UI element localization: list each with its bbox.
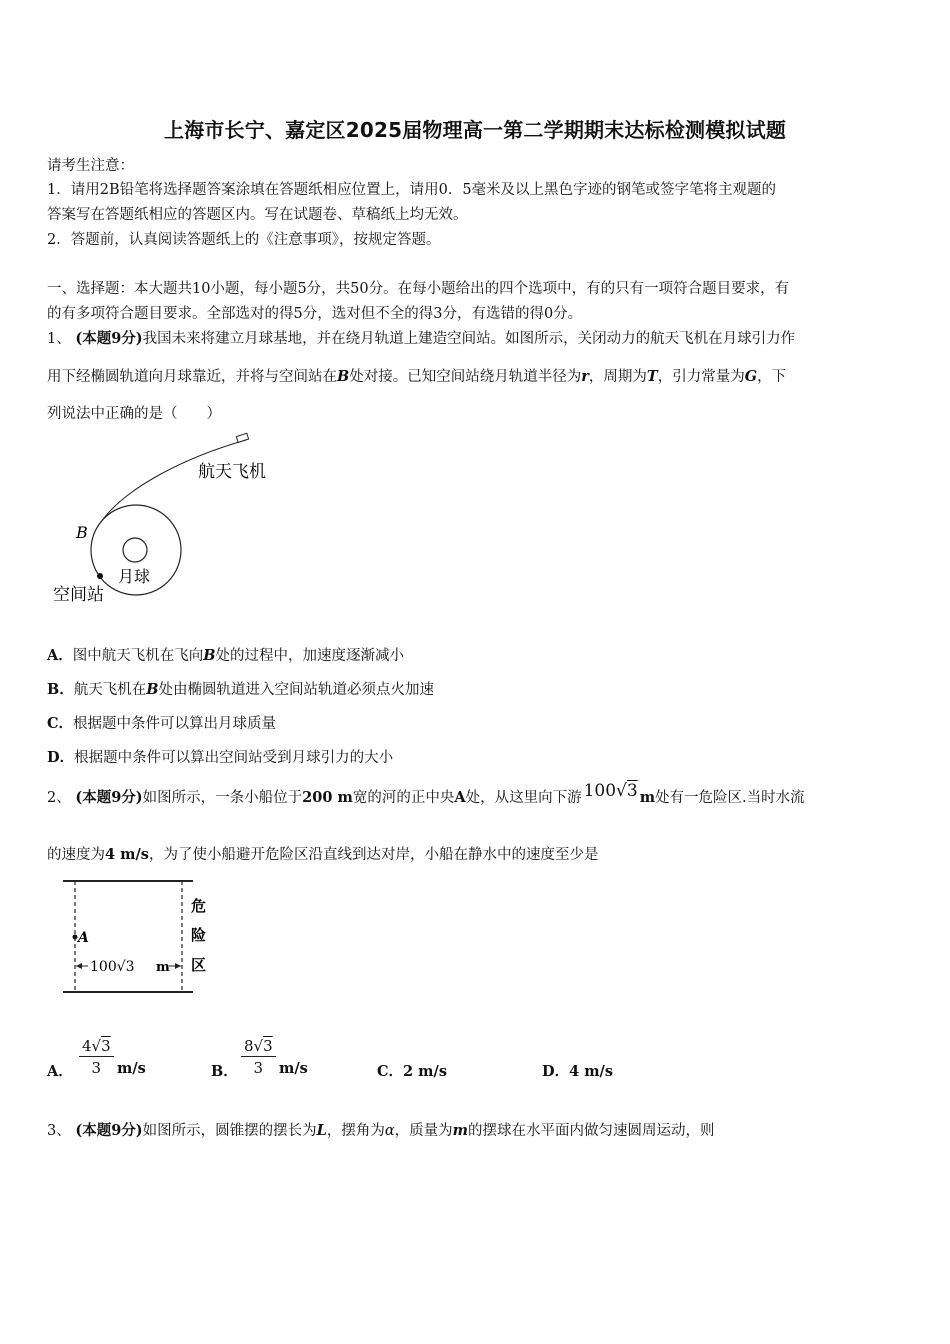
q2-option-b-rad: 3 (263, 1037, 273, 1055)
section-intro-2: 的有多项符合题目要求。全部选对的得5分，选对但不全的得3分，有选错的得0分。 (47, 306, 583, 322)
q1-option-d-label: D． (47, 749, 75, 766)
moon-circle (123, 538, 147, 562)
notice-item-1a: 1．请用2B铅笔将选择题答案涂填在答题纸相应位置上，请用0．5毫米及以上黑色字迹的钢笔或签字笔将主观题的 (47, 182, 777, 198)
q2-option-b-den: 3 (253, 1059, 264, 1077)
label-danger-1: 危 (191, 897, 207, 915)
q2-option-a-unit: m/s (117, 1060, 146, 1077)
q2-option-a-fraction: $\frac{4√3}{3}$ (79, 1036, 114, 1079)
q2-line-2 (47, 843, 598, 864)
q2-number: 2、 (47, 790, 71, 806)
section-intro-1: 一、选择题：本大题共10小题，每小题5分，共50分。在每小题给出的四个选项中，有的只有一项符合题目要求，有 (47, 281, 790, 297)
q2-option-c (377, 1060, 447, 1081)
q1-option-c-label: C． (47, 715, 74, 732)
label-unit: m (156, 960, 170, 975)
station-dot-icon (97, 573, 103, 579)
q2-option-b-unit: m/s (279, 1060, 308, 1077)
q2-text-a3: 处，从这里向下游 (465, 790, 582, 806)
q2-unit: m (639, 789, 656, 806)
notice-heading: 请考生注意： (47, 158, 134, 174)
q1-option-a-var: B (203, 647, 216, 664)
q1-option-b-var: B (146, 681, 159, 698)
q1-text-b3: ，周期为 (588, 369, 647, 385)
q1-option-d-text: 根据题中条件可以算出空间站受到月球引力的大小 (74, 750, 394, 766)
q2-var-a: A (454, 789, 466, 806)
q2-option-a-den: 3 (91, 1059, 102, 1077)
notice-item-2: 2．答题前，认真阅读答题纸上的《注意事项》，按规定答题。 (47, 232, 441, 248)
q2-option-a-rad: 3 (101, 1037, 111, 1055)
q1-option-c (47, 712, 276, 733)
q2-distance-rad: 3 (626, 781, 638, 801)
q2-option-b-label: B． (211, 1063, 238, 1080)
label-station: 空间站 (53, 585, 104, 605)
q1-text-b1: 用下经椭圆轨道向月球靠近，并将与空间站在 (47, 369, 337, 385)
q1-line-3: 列说法中正确的是（ ） (47, 406, 221, 422)
label-shuttle: 航天飞机 (198, 462, 266, 482)
q2-option-a (47, 1060, 73, 1081)
q1-number: 1、 (47, 331, 71, 347)
q3-text-d: 的摆球在水平面内做匀速圆周运动，则 (468, 1123, 715, 1139)
q3-text-b: ，摆角为 (326, 1123, 385, 1139)
q1-line-1 (47, 327, 795, 348)
arrow-left-icon (76, 963, 82, 969)
q1-option-b-label: B． (47, 681, 74, 698)
q1-score: (本题9分) (75, 330, 143, 347)
label-danger-2: 险 (191, 926, 207, 944)
boat-point-icon (73, 935, 78, 940)
label-distance: 100√3 (90, 959, 135, 975)
q1-var-t: T (646, 368, 658, 385)
q2-text-b1: 的速度为 (47, 847, 105, 863)
q1-var-g: G (744, 368, 758, 385)
q2-river-figure (58, 874, 218, 1002)
label-danger-3: 区 (191, 956, 207, 974)
q2-width: 200 m (302, 789, 353, 806)
q2-text-a5: 处有一危险区.当时水流 (655, 790, 805, 806)
q2-option-d (542, 1060, 613, 1081)
q2-speed: 4 m/s (105, 846, 149, 863)
q1-text-a: 我国未来将建立月球基地，并在绕月轨道上建造空间站。如图所示，关闭动力的航天飞机在月球引力作 (142, 331, 796, 347)
q3-line-1 (47, 1119, 715, 1140)
q1-option-b-pre: 航天飞机在 (73, 682, 147, 698)
q1-option-c-text: 根据题中条件可以算出月球质量 (73, 716, 277, 732)
arrow-right-icon (175, 963, 181, 969)
q1-var-r: r (581, 368, 589, 385)
q1-var-b: B (337, 368, 350, 385)
q1-orbit-figure (46, 432, 296, 612)
q3-var-alpha: α (384, 1123, 395, 1139)
q1-option-b-post: 处由椭圆轨道进入空间站轨道必须点火加速 (158, 682, 435, 698)
q1-text-b5: ，下 (757, 369, 787, 385)
q2-score: (本题9分) (75, 789, 143, 806)
q2-distance-coef: 100 (583, 781, 617, 801)
q2-option-d-label: D． (542, 1063, 570, 1080)
q2-text-a1: 如图所示，一条小船位于 (142, 790, 303, 806)
q1-option-b (47, 678, 434, 699)
q2-option-b-num: 8 (244, 1037, 254, 1055)
q2-option-d-text: 4 m/s (569, 1063, 614, 1080)
q2-line-1 (47, 781, 805, 807)
q3-text-c: ，质量为 (394, 1123, 453, 1139)
q3-number: 3、 (47, 1123, 71, 1139)
q1-text-b2: 处对接。已知空间站绕月轨道半径为 (349, 369, 582, 385)
q1-option-d (47, 746, 393, 767)
q2-text-b2: ，为了使小船避开危险区沿直线到达对岸，小船在静水中的速度至少是 (148, 847, 599, 863)
q3-var-l: L (316, 1122, 327, 1139)
label-point-a: A (78, 930, 89, 946)
q2-option-b (211, 1060, 238, 1081)
label-moon: 月球 (118, 567, 151, 586)
q1-option-a (47, 644, 404, 665)
q1-text-b4: ，引力常量为 (657, 369, 745, 385)
q2-text-a2: 宽的河的正中央 (352, 790, 455, 806)
q1-line-2 (47, 365, 786, 386)
label-point-b: B (76, 523, 88, 542)
q2-option-c-label: C． (377, 1063, 404, 1080)
q1-option-a-label: A． (47, 647, 73, 664)
q2-option-a-label: A． (47, 1063, 73, 1080)
q1-option-a-post: 处的过程中，加速度逐渐减小 (215, 648, 405, 664)
q3-var-m: m (452, 1122, 468, 1139)
shuttle-icon (236, 433, 248, 442)
q2-distance: 100√3 (583, 781, 638, 801)
q1-option-a-pre: 图中航天飞机在飞向 (72, 648, 204, 664)
q2-option-c-text: 2 m/s (403, 1063, 447, 1080)
q2-option-b-fraction: $\frac{8√3}{3}$ (241, 1036, 276, 1079)
page-title: 上海市长宁、嘉定区2025届物理高一第二学期期末达标检测模拟试题 (163, 118, 787, 142)
q2-option-a-num: 4 (82, 1037, 92, 1055)
q3-score: (本题9分) (75, 1122, 143, 1139)
notice-item-1b: 答案写在答题纸相应的答题区内。写在试题卷、草稿纸上均无效。 (47, 207, 468, 223)
q3-text-a: 如图所示，圆锥摆的摆长为 (142, 1123, 317, 1139)
